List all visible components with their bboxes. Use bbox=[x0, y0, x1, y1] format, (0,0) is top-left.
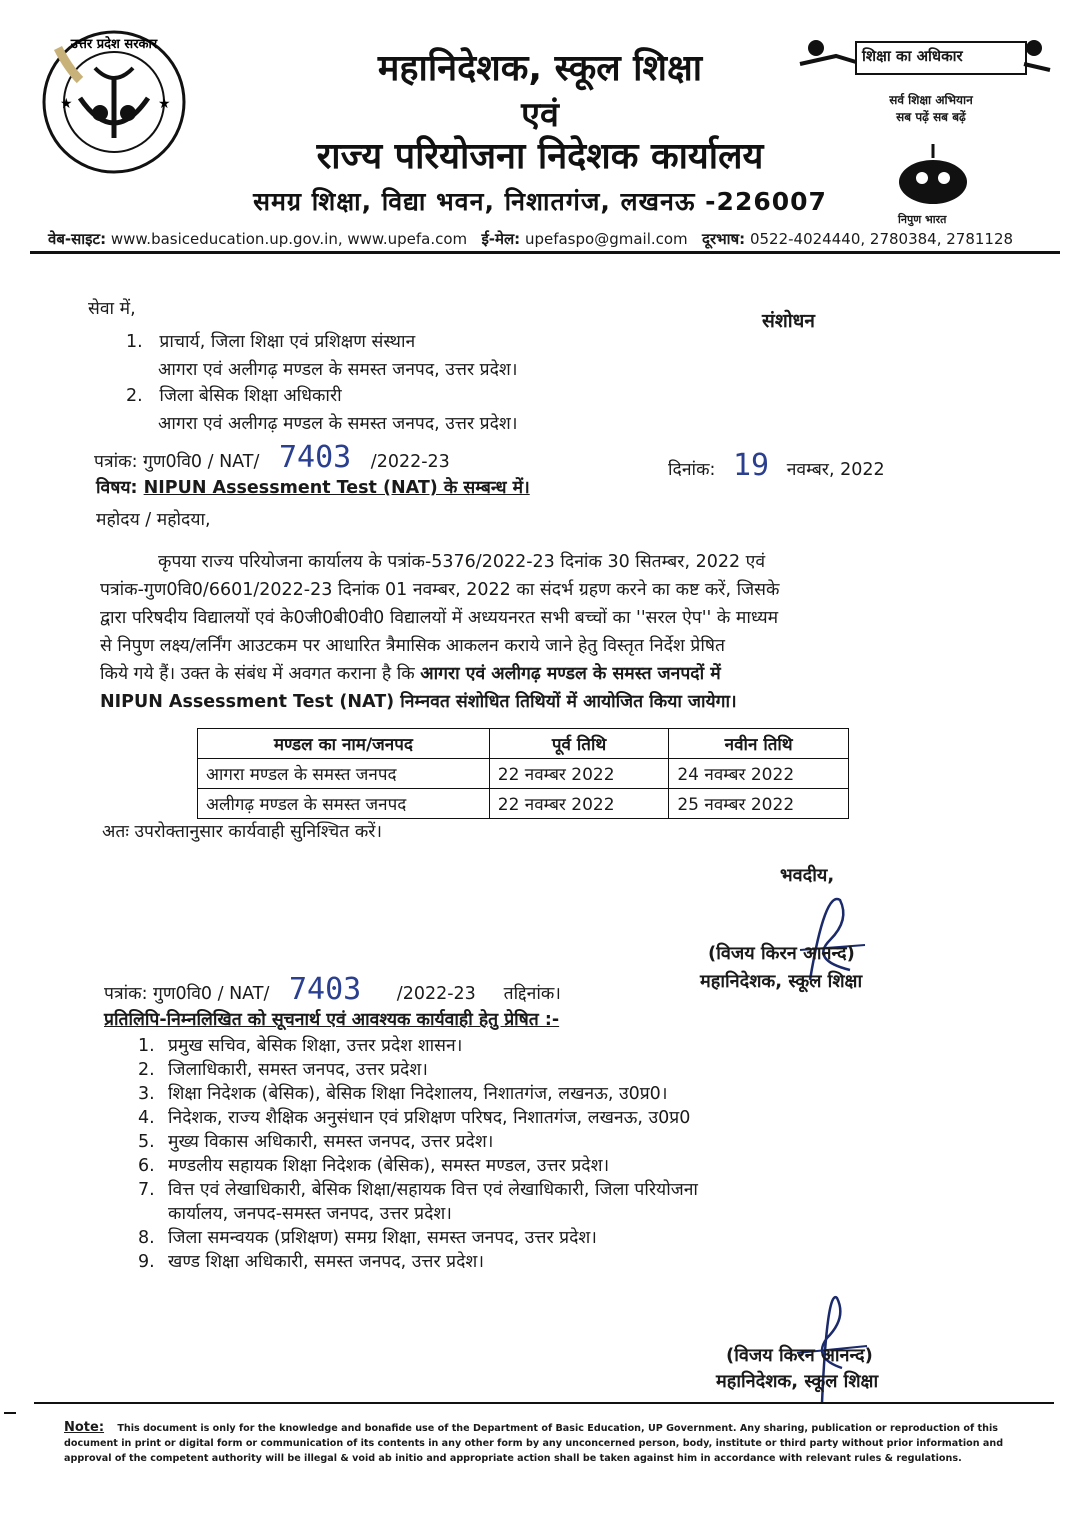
recipient-num: 1. bbox=[126, 332, 143, 352]
contact-line bbox=[48, 229, 1038, 249]
para-line5-normal: किये गये हैं। उक्त के संबंध में अवगत कराना है कि bbox=[100, 664, 421, 684]
para-line-5 bbox=[100, 660, 960, 688]
item-text: शिक्षा निदेशक (बेसिक), बेसिक शिक्षा निदेशालय, निशातगंज, लखनऊ, उ0प्र0। bbox=[168, 1084, 668, 1104]
margin-mark bbox=[4, 1412, 16, 1414]
phone-label: दूरभाष: bbox=[701, 230, 746, 248]
list-item bbox=[138, 1130, 898, 1154]
recipient-line2: आगरा एवं अलीगढ़ मण्डल के समस्त जनपद, उत्तर प्रदेश। bbox=[158, 414, 518, 434]
item-text: जिलाधिकारी, समस्त जनपद, उत्तर प्रदेश। bbox=[168, 1060, 428, 1080]
amendment-label: संशोधन bbox=[762, 310, 815, 332]
date-day-handwritten: 19 bbox=[732, 448, 770, 483]
list-item bbox=[138, 1106, 898, 1130]
email-address[interactable]: upefaspo@gmail.com bbox=[524, 230, 688, 248]
para-line: द्वारा परिषदीय विद्यालयों एवं के0जी0बी0वी0 विद्यालयों में अध्ययनरत सभी बच्चों का ''सरल ऐप'' के माध्यम bbox=[100, 608, 779, 628]
copy-ref-number-handwritten: 7403 bbox=[288, 972, 362, 1007]
svg-text:उत्तर प्रदेश सरकार: उत्तर प्रदेश सरकार bbox=[70, 37, 158, 52]
item-num: 1. bbox=[138, 1036, 155, 1056]
copy-signatory-title: महानिदेशक, स्कूल शिक्षा bbox=[716, 1371, 879, 1392]
ref-prefix: पत्रांक: गुण0वि0 / NAT/ bbox=[94, 452, 260, 472]
note-label: Note: bbox=[64, 1420, 105, 1435]
item-num: 4. bbox=[138, 1108, 155, 1128]
item-num: 8. bbox=[138, 1228, 155, 1248]
list-item bbox=[138, 1154, 898, 1178]
website-links[interactable]: www.basiceducation.up.gov.in, www.upefa.com bbox=[110, 230, 468, 248]
subject-line bbox=[96, 474, 530, 502]
copy-reference-line bbox=[104, 972, 561, 1008]
recipient-num: 2. bbox=[126, 386, 143, 406]
list-item bbox=[138, 1082, 898, 1106]
item-text: जिला समन्वयक (प्रशिक्षण) समग्र शिक्षा, समस्त जनपद, उत्तर प्रदेश। bbox=[168, 1228, 597, 1248]
date-rest: नवम्बर, 2022 bbox=[786, 460, 885, 480]
para-line6-bold: NIPUN Assessment Test (NAT) निम्नवत संशोधित तिथियों में आयोजित किया जायेगा। bbox=[100, 692, 737, 712]
table-cell: अलीगढ़ मण्डल के समस्त जनपद bbox=[198, 789, 490, 819]
item-num: 5. bbox=[138, 1132, 155, 1152]
item-num: 6. bbox=[138, 1156, 155, 1176]
table-cell: आगरा मण्डल के समस्त जनपद bbox=[198, 759, 490, 789]
table-row bbox=[198, 759, 849, 789]
phone-numbers: 0522-4024440, 2780384, 2781128 bbox=[749, 230, 1014, 248]
item-text-cont: कार्यालय, जनपद-समस्त जनपद, उत्तर प्रदेश। bbox=[168, 1204, 452, 1224]
nipun-bharat-logo bbox=[892, 140, 974, 212]
recipient-line1: प्राचार्य, जिला शिक्षा एवं प्रशिक्षण संस्थान bbox=[159, 332, 416, 352]
table-header: नवीन तिथि bbox=[669, 729, 849, 759]
letterhead-title-line1: महानिदेशक, स्कूल शिक्षा bbox=[377, 48, 703, 89]
table-cell: 22 नवम्बर 2022 bbox=[489, 789, 669, 819]
table-cell: 25 नवम्बर 2022 bbox=[669, 789, 849, 819]
table-cell: 22 नवम्बर 2022 bbox=[489, 759, 669, 789]
copy-heading: प्रतिलिपि-निम्नलिखित को सूचनार्थ एवं आवश्यक कार्यवाही हेतु प्रेषित :- bbox=[104, 1010, 560, 1030]
list-item bbox=[138, 1178, 898, 1226]
copy-list bbox=[138, 1034, 898, 1274]
nipun-label: निपुण भारत bbox=[898, 213, 947, 226]
table-cell: 24 नवम्बर 2022 bbox=[669, 759, 849, 789]
item-text: मुख्य विकास अधिकारी, समस्त जनपद, उत्तर प्रदेश। bbox=[168, 1132, 494, 1152]
copy-ref-prefix: पत्रांक: गुण0वि0 / NAT/ bbox=[104, 984, 270, 1004]
ssa-line2: सब पढ़ें सब बढ़ें bbox=[896, 110, 966, 124]
footer-divider bbox=[34, 1402, 1054, 1404]
recipient-line2: आगरा एवं अलीगढ़ मण्डल के समस्त जनपद, उत्तर प्रदेश। bbox=[158, 360, 518, 380]
yours-faithfully: भवदीय, bbox=[780, 865, 835, 886]
item-text: निदेशक, राज्य शैक्षिक अनुसंधान एवं प्रशिक्षण परिषद, निशातगंज, लखनऊ, उ0प्र0 bbox=[168, 1108, 691, 1128]
date-label: दिनांक: bbox=[668, 460, 716, 480]
item-num: 3. bbox=[138, 1084, 155, 1104]
rte-label: शिक्षा का अधिकार bbox=[862, 47, 963, 65]
ref-year: /2022-23 bbox=[370, 452, 450, 472]
main-paragraph bbox=[100, 548, 960, 716]
signatory-title: महानिदेशक, स्कूल शिक्षा bbox=[700, 971, 863, 992]
date-line bbox=[668, 448, 885, 484]
ssa-tagline bbox=[876, 92, 986, 126]
subject-label: विषय: bbox=[96, 478, 138, 498]
item-num: 9. bbox=[138, 1252, 155, 1272]
website-label: वेब-साइट: bbox=[48, 230, 107, 248]
table-header-row bbox=[198, 729, 849, 759]
list-item bbox=[138, 1058, 898, 1082]
recipient-line1: जिला बेसिक शिक्षा अधिकारी bbox=[159, 386, 342, 406]
para-line: से निपुण लक्ष्य/लर्निंग आउटकम पर आधारित त्रैमासिक आकलन कराये जाने हेतु विस्तृत निर्देश प्रेषित bbox=[100, 636, 725, 656]
list-item bbox=[138, 1034, 898, 1058]
subject-text: NIPUN Assessment Test (NAT) के सम्बन्ध में। bbox=[143, 478, 530, 498]
para-line5-bold: आगरा एवं अलीगढ़ मण्डल के समस्त जनपदों में bbox=[420, 664, 721, 684]
svg-text:★: ★ bbox=[158, 96, 171, 112]
ref-number-handwritten: 7403 bbox=[278, 440, 352, 475]
item-num: 2. bbox=[138, 1060, 155, 1080]
recipient-1 bbox=[126, 328, 517, 384]
letterhead-title-line2: एवं bbox=[521, 95, 559, 135]
ssa-line1: सर्व शिक्षा अभियान bbox=[889, 93, 973, 107]
copy-signatory-name: (विजय किरन आनन्द) bbox=[726, 1345, 873, 1366]
closing-line: अतः उपरोक्तानुसार कार्यवाही सुनिश्चित करें। bbox=[102, 822, 383, 842]
to-label: सेवा में, bbox=[88, 299, 136, 319]
para-line: पत्रांक-गुण0वि0/6601/2022-23 दिनांक 01 नवम्बर, 2022 का संदर्भ ग्रहण करने का कष्ट करें, जिसके bbox=[100, 580, 780, 600]
recipient-2 bbox=[126, 382, 517, 438]
item-text: मण्डलीय सहायक शिक्षा निदेशक (बेसिक), समस्त मण्डल, उत्तर प्रदेश। bbox=[168, 1156, 610, 1176]
table-header: पूर्व तिथि bbox=[489, 729, 669, 759]
table-row bbox=[198, 789, 849, 819]
letterhead-title-line3: राज्य परियोजना निदेशक कार्यालय bbox=[316, 136, 764, 177]
svg-text:★: ★ bbox=[60, 96, 73, 112]
letterhead-address: समग्र शिक्षा, विद्या भवन, निशातगंज, लखनऊ -226007 bbox=[253, 187, 827, 216]
list-item bbox=[138, 1250, 898, 1274]
item-text: वित्त एवं लेखाधिकारी, बेसिक शिक्षा/सहायक वित्त एवं लेखाधिकारी, जिला परियोजना bbox=[168, 1180, 698, 1200]
revised-dates-table bbox=[197, 728, 849, 819]
item-text: प्रमुख सचिव, बेसिक शिक्षा, उत्तर प्रदेश शासन। bbox=[168, 1036, 463, 1056]
list-item bbox=[138, 1226, 898, 1250]
para-line: कृपया राज्य परियोजना कार्यालय के पत्रांक-5376/2022-23 दिनांक 30 सितम्बर, 2022 एवं bbox=[158, 552, 766, 572]
header-divider bbox=[30, 251, 1060, 254]
email-label: ई-मेल: bbox=[481, 230, 521, 248]
signatory-name: (विजय किरन आनन्द) bbox=[708, 943, 855, 964]
reference-line bbox=[94, 440, 450, 476]
copy-same-date: तद्दिनांक। bbox=[503, 984, 561, 1004]
footer-note bbox=[64, 1420, 1024, 1466]
item-text: खण्ड शिक्षा अधिकारी, समस्त जनपद, उत्तर प्रदेश। bbox=[168, 1252, 484, 1272]
salutation: महोदय / महोदया, bbox=[96, 510, 211, 530]
copy-ref-year: /2022-23 bbox=[396, 984, 476, 1004]
up-government-emblem bbox=[40, 28, 188, 176]
item-num: 7. bbox=[138, 1180, 155, 1200]
note-text: This document is only for the knowledge and bonafide use of the Department of Basic Education, UP Government. Any sharing, publication or reproduction of this document in print or digital form or communication of its contents in any other form by any unconcerned person, body, institute or third party without prior information and approval of the competent authority will be illegal & void ab initio and appropriate action shall be taken against him in accordance with relevant rules & regulations. bbox=[64, 1423, 1004, 1464]
table-header: मण्डल का नाम/जनपद bbox=[198, 729, 490, 759]
